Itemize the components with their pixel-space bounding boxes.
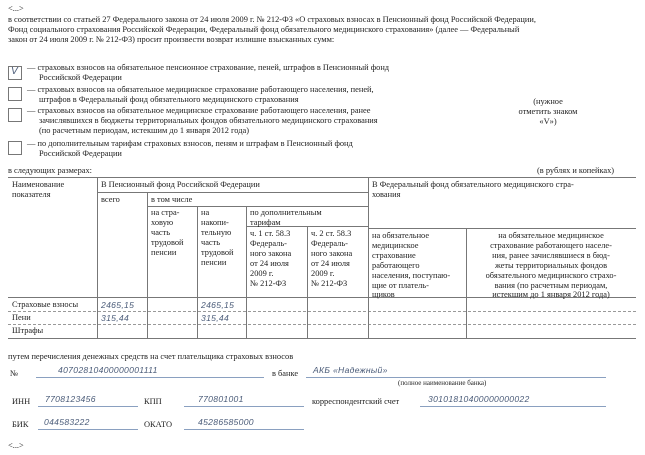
- header-indicator-line-1: Наименование: [12, 180, 65, 189]
- option-pension-line-1: — страховых взносов на обязательное пенсионное страхование, пеней, штрафов в Пенсионный фонд: [27, 63, 390, 72]
- intro-paragraph: [8, 15, 640, 45]
- header-ffoms-line: хования: [372, 189, 401, 199]
- header-part-1-line: ч. 1 ст. 58.3: [250, 229, 291, 238]
- row-label-contributions: Страховые взносы: [12, 300, 79, 309]
- account-no-label: №: [10, 369, 18, 378]
- header-med-working-line: на обязательное: [372, 231, 430, 240]
- option-additional-line-1: — по дополнительным тарифам страховых взносов, пеням и штрафам в Пенсионный фонд: [27, 139, 353, 148]
- header-part-1: [250, 229, 291, 288]
- header-med-territorial-line: истекшим до 1 января 2012 года): [492, 290, 610, 300]
- header-indicator: [12, 180, 64, 200]
- header-ffoms: [372, 180, 574, 200]
- kpp-value[interactable]: 770801001: [198, 394, 244, 404]
- header-med-working-line: работающего: [372, 260, 420, 270]
- bik-value[interactable]: 044583222: [44, 417, 90, 427]
- header-part-1-line: 2009 г.: [250, 268, 274, 278]
- option-pension: [27, 63, 389, 83]
- header-part-2-line: ч. 2 ст. 58.3: [311, 229, 352, 238]
- header-med-territorial-line: жеты территориальных фондов: [494, 260, 608, 270]
- header-med-territorial-line: обязательного медицинского страхо-: [485, 270, 617, 280]
- row-penalties-funded[interactable]: 315,44: [201, 313, 230, 323]
- header-funded-line: тельную: [201, 227, 232, 237]
- bank-hint: (полное наименование банка): [398, 379, 487, 387]
- option-pension-line-2: Российской Федерации: [39, 72, 122, 82]
- intro-line-2: Фонд социального страхования Российской Федерации, Федеральный фонд обязательного медицинского страхования» (далее — Федеральный: [8, 24, 520, 34]
- option-tfoms-line-3: (по расчетным периодам, истекшим до 1 января 2012 года): [39, 125, 249, 135]
- side-note-line-2: отметить знаком: [518, 106, 578, 116]
- inn-value[interactable]: 7708123456: [45, 394, 96, 404]
- checkbox-additional[interactable]: [8, 141, 22, 155]
- header-indicator-line-2: показателя: [12, 189, 51, 199]
- header-part-2: [311, 229, 352, 288]
- corr-account-label: корреспондентский счет: [312, 397, 400, 406]
- header-part-2-line: Федераль-: [311, 238, 348, 248]
- header-part-2-line: от 24 июля: [311, 258, 350, 268]
- option-ffoms: [27, 85, 374, 105]
- intro-line-1: в соответствии со статьей 27 Федерального закона от 24 июля 2009 г. № 212-ФЗ «О страховых взносах в Пенсионный фонд Российской Федерации,: [8, 15, 536, 24]
- header-med-working-line: щиков: [372, 290, 395, 300]
- row-label-fines: Штрафы: [12, 326, 44, 335]
- header-part-1-line: № 212-ФЗ: [250, 278, 287, 288]
- option-ffoms-line-1: — страховых взносов на обязательное медицинское страхование работающего населения, пеней,: [27, 85, 374, 94]
- header-funded-line: часть: [201, 237, 221, 247]
- header-funded-part: [201, 208, 234, 267]
- header-funded-line: на: [201, 208, 210, 217]
- header-funded-line: трудовой: [201, 247, 234, 257]
- side-note-line-3: «V»): [539, 116, 557, 126]
- header-additional-line: тарифам: [250, 217, 281, 227]
- option-additional-line-2: Российской Федерации: [39, 148, 122, 158]
- header-part-2-line: 2009 г.: [311, 268, 335, 278]
- header-part-1-line: от 24 июля: [250, 258, 289, 268]
- okato-label: ОКАТО: [144, 420, 172, 429]
- bank-name[interactable]: АКБ «Надежный»: [313, 365, 388, 375]
- checkbox-tfoms[interactable]: [8, 108, 22, 122]
- header-med-working-line: страхование: [372, 250, 416, 260]
- bank-label: в банке: [272, 369, 299, 378]
- header-part-1-line: Федераль-: [250, 238, 287, 248]
- header-insurance-line: на стра-: [151, 208, 180, 217]
- header-ffoms-line: В Федеральный фонд обязательного медицинского стра-: [372, 180, 574, 189]
- header-funded-line: накопи-: [201, 217, 229, 227]
- header-med-territorial-line: вания (по расчетным периодам,: [494, 280, 608, 290]
- header-total: всего: [101, 195, 120, 204]
- row-contributions-funded[interactable]: 2465,15: [201, 300, 235, 310]
- option-tfoms-line-1: — страховых взносов на обязательное медицинское страхование работающего населения, ранее: [27, 106, 371, 115]
- option-tfoms: [27, 106, 378, 136]
- row-penalties-total[interactable]: 315,44: [101, 313, 130, 323]
- header-insurance-line: часть: [151, 227, 171, 237]
- header-part-2-line: ного закона: [311, 248, 353, 258]
- top-marker: <...>: [8, 4, 24, 13]
- option-additional: [27, 139, 353, 159]
- intro-line-3: закон от 24 июля 2009 г. № 212-ФЗ) просит произвести возврат излишне взысканных сумм:: [8, 34, 335, 44]
- header-med-territorial-line: ния, ранее зачислявшиеся в бюд-: [492, 250, 610, 260]
- header-part-1-line: ного закона: [250, 248, 292, 258]
- header-med-working-line: щие от платель-: [372, 280, 429, 290]
- header-insurance-line: ховую: [151, 217, 174, 227]
- corr-account-value[interactable]: 30101810400000000022: [428, 394, 530, 404]
- option-tfoms-line-2: зачислявшихся в бюджеты территориальных фондов обязательного медицинского страхования: [39, 115, 378, 125]
- header-additional-tariffs: [250, 208, 322, 228]
- header-additional-line: по дополнительным: [250, 208, 322, 217]
- header-pfr: В Пенсионный фонд Российской Федерации: [101, 180, 260, 189]
- row-contributions-total[interactable]: 2465,15: [101, 300, 135, 310]
- check-mark: V: [11, 66, 18, 77]
- inn-label: ИНН: [12, 397, 31, 406]
- checkbox-ffoms[interactable]: [8, 87, 22, 101]
- row-label-penalties: Пени: [12, 313, 31, 322]
- header-insurance-line: трудовой: [151, 237, 184, 247]
- side-note-line-1: (нужное: [533, 97, 563, 106]
- header-including: в том числе: [151, 195, 193, 204]
- bottom-marker: <...>: [8, 441, 24, 450]
- header-med-territorial-line: на обязательное медицинское: [498, 231, 604, 240]
- header-insurance-line: пенсии: [151, 247, 177, 257]
- kpp-label: КПП: [144, 397, 162, 406]
- option-ffoms-line-2: штрафов в Федеральный фонд обязательного медицинского страхования: [39, 94, 299, 104]
- account-number[interactable]: 40702810400000001111: [58, 365, 158, 375]
- header-med-working-line: медицинское: [372, 240, 419, 250]
- units-label: (в рублях и копейках): [537, 166, 615, 175]
- sizes-label: в следующих размерах:: [8, 166, 92, 175]
- bik-label: БИК: [12, 420, 29, 429]
- header-med-working: [372, 231, 450, 300]
- okato-value[interactable]: 45286585000: [198, 417, 254, 427]
- transfer-label: путем перечисления денежных средств на счет плательщика страховых взносов: [8, 352, 294, 361]
- header-med-territorial-line: страхование работающего населе-: [490, 240, 612, 250]
- header-part-2-line: № 212-ФЗ: [311, 278, 348, 288]
- header-funded-line: пенсии: [201, 257, 227, 267]
- side-note: [508, 97, 588, 127]
- checkbox-pension[interactable]: [8, 66, 22, 80]
- header-med-working-line: населения, поступаю-: [372, 270, 451, 280]
- header-med-territorial: [466, 231, 636, 300]
- header-insurance-part: [151, 208, 184, 258]
